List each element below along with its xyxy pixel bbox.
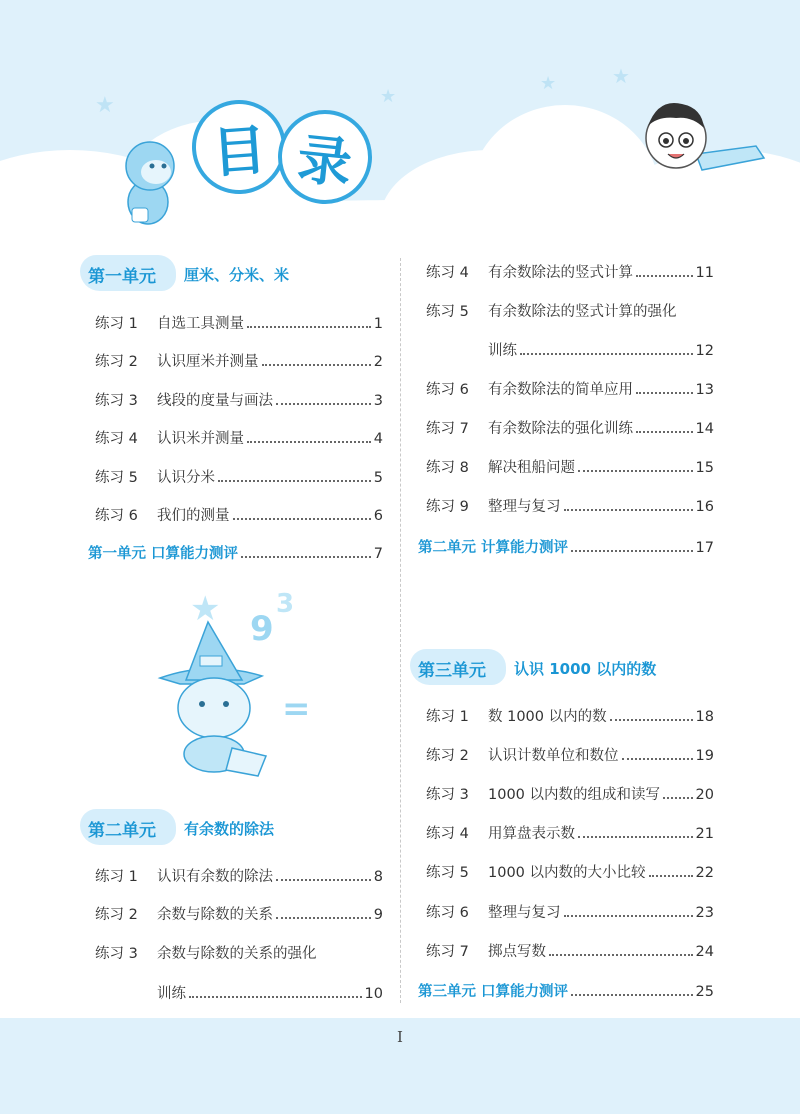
dot-leader (636, 263, 693, 277)
unit-2-heading (88, 813, 274, 843)
page-number: 11 (695, 265, 714, 281)
toc-entry[interactable] (426, 940, 714, 962)
page-number: 15 (695, 460, 714, 476)
title-char-bubble: 目 (189, 97, 289, 197)
page-number: 10 (364, 986, 383, 1002)
exercise-number: 练习 5 (95, 470, 138, 486)
title-char-bubble: 录 (273, 105, 376, 208)
toc-entry[interactable] (95, 427, 383, 449)
page-number: 5 (373, 470, 383, 486)
dot-leader (636, 419, 693, 433)
page-number: 7 (373, 546, 383, 562)
page-number: 8 (373, 869, 383, 885)
boy-mascot-illustration (636, 92, 768, 188)
exercise-number: 练习 2 (426, 748, 469, 764)
dot-leader (578, 458, 693, 472)
page-number: 2 (373, 354, 383, 370)
toc-entry[interactable] (426, 417, 714, 439)
review-title: 第一单元 口算能力测评 (88, 546, 239, 562)
unit-title: 有余数的除法 (184, 819, 275, 838)
dot-leader (276, 391, 371, 405)
toc-entry[interactable] (95, 350, 383, 372)
exercise-number: 练习 6 (426, 905, 469, 921)
page-number: 23 (695, 905, 714, 921)
dot-leader (247, 429, 371, 443)
page-number: 4 (373, 431, 383, 447)
page-number: 24 (695, 944, 714, 960)
entry-title: 认识计数单位和数位 (488, 748, 619, 764)
unit-title: 厘米、分米、米 (184, 265, 290, 284)
unit-label: 第二单元 (88, 820, 156, 841)
page-number: 18 (695, 709, 714, 725)
entry-title: 数 1000 以内的数 (488, 709, 607, 725)
unit-label: 第三单元 (418, 660, 486, 681)
entry-title: 整理与复习 (488, 499, 561, 515)
page-number: 21 (695, 826, 714, 842)
dot-leader (578, 824, 693, 838)
dot-leader (622, 746, 693, 760)
exercise-number: 练习 4 (426, 265, 469, 281)
toc-entry[interactable] (426, 378, 714, 400)
exercise-number: 练习 3 (95, 393, 138, 409)
unit-label: 第一单元 (88, 266, 156, 287)
page-number: 22 (695, 865, 714, 881)
entry-title: 有余数除法的竖式计算 (488, 265, 633, 281)
dot-leader (189, 984, 362, 998)
unit-3-heading (418, 653, 656, 683)
dot-leader (233, 506, 371, 520)
exercise-number: 练习 1 (95, 869, 138, 885)
toc-entry-continuation[interactable] (488, 339, 714, 361)
dot-leader (247, 314, 371, 328)
page-number: 25 (695, 984, 714, 1000)
exercise-number: 练习 7 (426, 421, 469, 437)
dot-leader (663, 785, 693, 799)
dot-leader (262, 352, 371, 366)
entry-title: 认识米并测量 (157, 431, 244, 447)
toc-entry[interactable] (426, 822, 714, 844)
page-number: 14 (695, 421, 714, 437)
svg-text:★: ★ (190, 589, 221, 629)
entry-title: 自选工具测量 (157, 316, 244, 332)
exercise-number: 练习 6 (426, 382, 469, 398)
dot-leader (241, 544, 371, 558)
dot-leader (549, 942, 693, 956)
dot-leader (564, 497, 693, 511)
entry-title: 有余数除法的竖式计算的强化 (488, 304, 677, 320)
dot-leader (218, 468, 371, 482)
svg-text:=: = (282, 689, 311, 729)
entry-title: 我们的测量 (157, 508, 230, 524)
toc-entry[interactable] (426, 300, 714, 322)
toc-entry[interactable] (426, 744, 714, 766)
exercise-number: 练习 5 (426, 865, 469, 881)
page-number: 12 (695, 343, 714, 359)
toc-entry[interactable] (95, 942, 383, 964)
toc-entry[interactable] (426, 705, 714, 727)
entry-title: 1000 以内数的组成和读写 (488, 787, 661, 803)
page-number: 3 (373, 393, 383, 409)
page-number: 16 (695, 499, 714, 515)
entry-title: 有余数除法的强化训练 (488, 421, 633, 437)
star-icon: ★ (95, 93, 115, 118)
entry-title: 认识厘米并测量 (157, 354, 259, 370)
page-number: 13 (695, 382, 714, 398)
toc-entry-continuation[interactable] (157, 982, 383, 1004)
unit-title: 认识 1000 以内的数 (514, 659, 657, 678)
entry-title: 用算盘表示数 (488, 826, 575, 842)
page-number: 20 (695, 787, 714, 803)
toc-entry[interactable] (95, 312, 383, 334)
svg-text:3: 3 (276, 589, 295, 619)
star-icon: ★ (612, 64, 630, 88)
svg-text:9: 9 (250, 609, 274, 649)
toc-entry[interactable] (426, 861, 714, 883)
exercise-number: 练习 7 (426, 944, 469, 960)
dot-leader (636, 380, 693, 394)
entry-title: 掷点写数 (488, 944, 546, 960)
dot-leader (610, 707, 693, 721)
dot-leader (276, 905, 371, 919)
unit-review-entry[interactable] (418, 980, 714, 1002)
page-number: 9 (373, 907, 383, 923)
toc-entry[interactable] (95, 865, 383, 887)
dot-leader (571, 982, 692, 996)
wizard-cat-illustration (150, 580, 330, 780)
toc-entry[interactable] (426, 901, 714, 923)
unit-review-entry[interactable] (88, 542, 383, 564)
dot-leader (276, 867, 371, 881)
review-title: 第三单元 口算能力测评 (418, 984, 569, 1000)
exercise-number: 练习 6 (95, 508, 138, 524)
exercise-number: 练习 9 (426, 499, 469, 515)
entry-title: 线段的度量与画法 (157, 393, 273, 409)
entry-title: 1000 以内数的大小比较 (488, 865, 646, 881)
exercise-number: 练习 3 (426, 787, 469, 803)
toc-entry[interactable] (95, 389, 383, 411)
exercise-number: 练习 3 (95, 946, 138, 962)
dot-leader (564, 903, 693, 917)
toc-entry[interactable] (95, 903, 383, 925)
toc-entry[interactable] (95, 466, 383, 488)
column-divider (400, 258, 401, 1003)
exercise-number: 练习 1 (95, 316, 138, 332)
entry-title: 余数与除数的关系的强化 (157, 946, 317, 962)
star-icon: ★ (380, 86, 397, 107)
page-number: 17 (695, 540, 714, 556)
exercise-number: 练习 2 (95, 354, 138, 370)
page-number: 6 (373, 508, 383, 524)
exercise-number: 练习 2 (95, 907, 138, 923)
dot-leader (649, 863, 693, 877)
exercise-number: 练习 5 (426, 304, 469, 320)
footer-page-number: I (397, 1028, 403, 1046)
unit-1-heading (88, 259, 289, 289)
entry-title: 余数与除数的关系 (157, 907, 273, 923)
exercise-number: 练习 8 (426, 460, 469, 476)
monkey-mascot-illustration (112, 130, 192, 230)
entry-title: 解决租船问题 (488, 460, 575, 476)
toc-entry[interactable] (426, 495, 714, 517)
review-title: 第二单元 计算能力测评 (418, 540, 569, 556)
entry-title: 认识有余数的除法 (157, 869, 273, 885)
dot-leader (520, 341, 693, 355)
entry-title: 认识分米 (157, 470, 215, 486)
entry-title: 整理与复习 (488, 905, 561, 921)
toc-entry[interactable] (426, 783, 714, 805)
exercise-number: 练习 1 (426, 709, 469, 725)
dot-leader (571, 538, 692, 552)
star-icon: ★ (540, 73, 557, 94)
unit-review-entry[interactable] (418, 536, 714, 558)
exercise-number: 练习 4 (95, 431, 138, 447)
page-number: 1 (373, 316, 383, 332)
entry-title-continuation: 训练 (488, 343, 517, 359)
exercise-number: 练习 4 (426, 826, 469, 842)
toc-entry[interactable] (95, 504, 383, 526)
toc-entry[interactable] (426, 261, 714, 283)
page-number: 19 (695, 748, 714, 764)
entry-title-continuation: 训练 (157, 986, 186, 1002)
entry-title: 有余数除法的简单应用 (488, 382, 633, 398)
toc-entry[interactable] (426, 456, 714, 478)
